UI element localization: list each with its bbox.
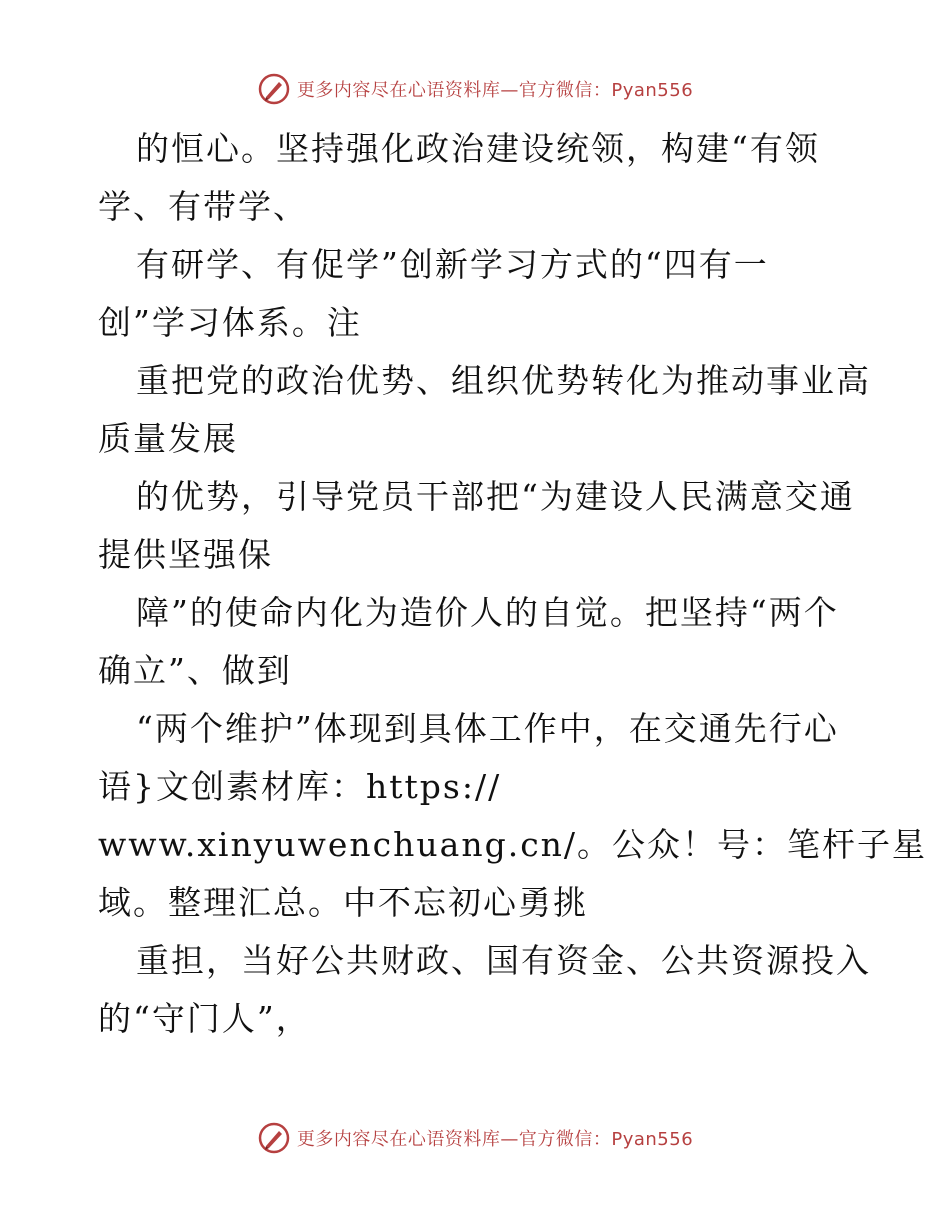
text-line: 学、有带学、: [98, 187, 308, 226]
pen-logo-icon: [257, 1121, 291, 1155]
document-body: [98, 120, 928, 1048]
watermark-text: 更多内容尽在心语资料库—官方微信：Pyan556: [296, 1129, 694, 1150]
text-line: 的“守门人”，: [98, 999, 311, 1038]
footer-watermark: [0, 1121, 950, 1155]
pen-logo-icon: [257, 72, 291, 106]
text-line: 提供坚强保: [98, 535, 273, 574]
header-watermark: [0, 72, 950, 106]
text-line: 确立”、做到: [98, 651, 292, 690]
text-line: 域。整理汇总。中不忘初心勇挑: [98, 883, 588, 922]
text-line: 障”的使命内化为造价人的自觉。把坚持“两个: [136, 593, 839, 632]
text-line: 创”学习体系。注: [98, 303, 362, 342]
watermark-text: 更多内容尽在心语资料库—官方微信：Pyan556: [296, 80, 694, 101]
text-line: 质量发展: [98, 419, 238, 458]
text-line: 重担，当好公共财政、国有资金、公共资源投入: [136, 941, 871, 980]
text-line: www.xinyuwenchuang.cn/。公众！号：笔杆子星: [98, 825, 928, 864]
text-line: 语}文创素材库：https://: [98, 767, 502, 806]
text-line: 的恒心。坚持强化政治建设统领，构建“有领: [136, 129, 820, 168]
text-line: 有研学、有促学”创新学习方式的“四有一: [136, 245, 769, 284]
text-line: 重把党的政治优势、组织优势转化为推动事业高: [136, 361, 871, 400]
text-line: 的优势，引导党员干部把“为建设人民满意交通: [136, 477, 855, 516]
text-line: “两个维护”体现到具体工作中，在交通先行心: [136, 709, 839, 748]
